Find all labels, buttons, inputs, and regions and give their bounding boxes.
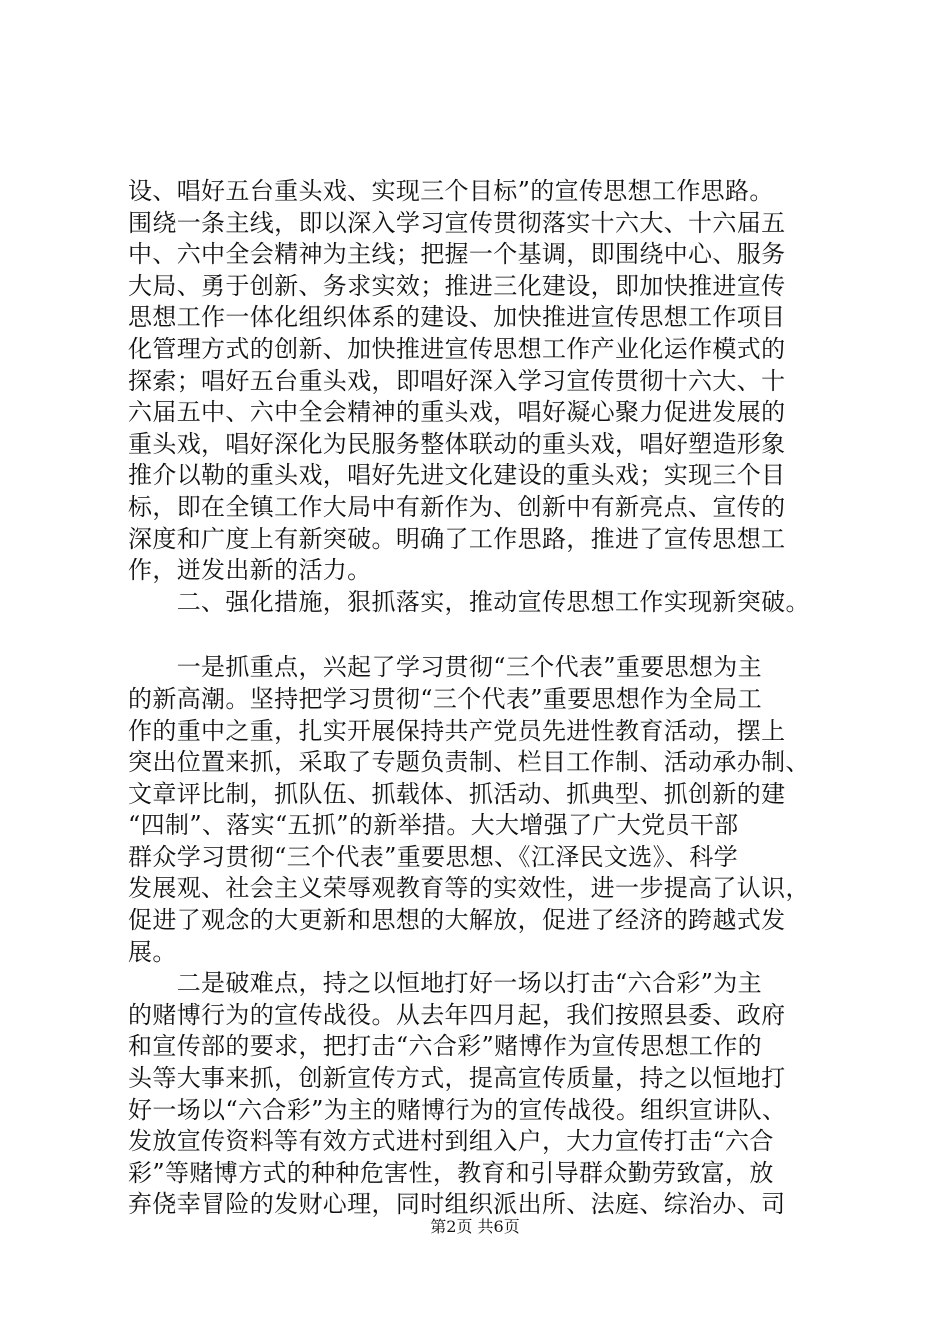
text-line: 彩”等赌博方式的种种危害性，教育和引导群众勤劳致富，放 (128, 1158, 774, 1187)
text-line: 围绕一条主线，即以深入学习宣传贯彻落实十六大、十六届五 (128, 208, 786, 237)
paragraph-spacer (128, 618, 828, 652)
text-line: 发放宣传资料等有效方式进村到组入户，大力宣传打击“六合 (128, 1127, 774, 1156)
text-line: 探索；唱好五台重头戏，即唱好深入学习宣传贯彻十六大、十 (128, 366, 786, 395)
paragraph-work-approach (128, 176, 828, 587)
document-body (128, 176, 828, 1221)
text-line: 二是破难点，持之以恒地打好一场以打击“六合彩”为主 (128, 969, 762, 998)
text-line: 的赌博行为的宣传战役。从去年四月起，我们按照县委、政府 (128, 1000, 786, 1029)
text-line: 和宣传部的要求，把打击“六合彩”赌博作为宣传思想工作的 (128, 1032, 762, 1061)
text-line: 的新高潮。坚持把学习贯彻“三个代表”重要思想作为全局工 (128, 684, 762, 713)
page-number-footer: 第2页 共6页 (430, 1217, 520, 1236)
text-line: 标，即在全镇工作大局中有新作为、创新中有新亮点、宣传的 (128, 492, 786, 521)
section-heading: 二、强化措施，狠抓落实，推动宣传思想工作实现新突破。 (128, 587, 810, 616)
text-line: 重头戏，唱好深化为民服务整体联动的重头戏，唱好塑造形象 (128, 429, 786, 458)
text-line: 推介以勒的重头戏，唱好先进文化建设的重头戏；实现三个目 (128, 461, 786, 490)
text-line: 好一场以“六合彩”为主的赌博行为的宣传战役。组织宣讲队、 (128, 1095, 787, 1124)
paragraph-key-points (128, 652, 828, 968)
text-line: 思想工作一体化组织体系的建设、加快推进宣传思想工作项目 (128, 303, 786, 332)
text-line: 突出位置来抓，采取了专题负责制、栏目工作制、活动承办制、 (128, 748, 810, 777)
text-line: 群众学习贯彻“三个代表”重要思想、《江泽民文选》、科学 (128, 842, 738, 871)
text-line: “四制”、落实“五抓”的新举措。大大增强了广大党员干部 (128, 811, 739, 840)
paragraph-difficulties (128, 968, 828, 1221)
text-line: 头等大事来抓，创新宣传方式，提高宣传质量，持之以恒地打 (128, 1064, 786, 1093)
text-line: 一是抓重点，兴起了学习贯彻“三个代表”重要思想为主 (128, 653, 762, 682)
text-line: 化管理方式的创新、加快推进宣传思想工作产业化运作模式的 (128, 334, 786, 363)
text-line: 深度和广度上有新突破。明确了工作思路，推进了宣传思想工 (128, 524, 786, 553)
text-line: 六届五中、六中全会精神的重头戏，唱好凝心聚力促进发展的 (128, 398, 786, 427)
text-line: 作的重中之重，扎实开展保持共产党员先进性教育活动，摆上 (128, 716, 786, 745)
text-line: 促进了观念的大更新和思想的大解放，促进了经济的跨越式发 (128, 906, 786, 935)
text-line: 文章评比制，抓队伍、抓载体、抓活动、抓典型、抓创新的建 (128, 779, 786, 808)
text-line: 设、唱好五台重头戏、实现三个目标”的宣传思想工作思路。 (128, 177, 774, 205)
text-line: 作，迸发出新的活力。 (128, 556, 372, 585)
text-line: 展。 (128, 937, 177, 966)
text-line: 中、六中全会精神为主线；把握一个基调，即围绕中心、服务 (128, 240, 786, 269)
text-line: 发展观、社会主义荣辱观教育等的实效性，进一步提高了认识， (128, 874, 810, 903)
text-line: 弃侥幸冒险的发财心理，同时组织派出所、法庭、综治办、司 (128, 1190, 786, 1219)
text-line: 大局、勇于创新、务求实效；推进三化建设，即加快推进宣传 (128, 271, 786, 300)
